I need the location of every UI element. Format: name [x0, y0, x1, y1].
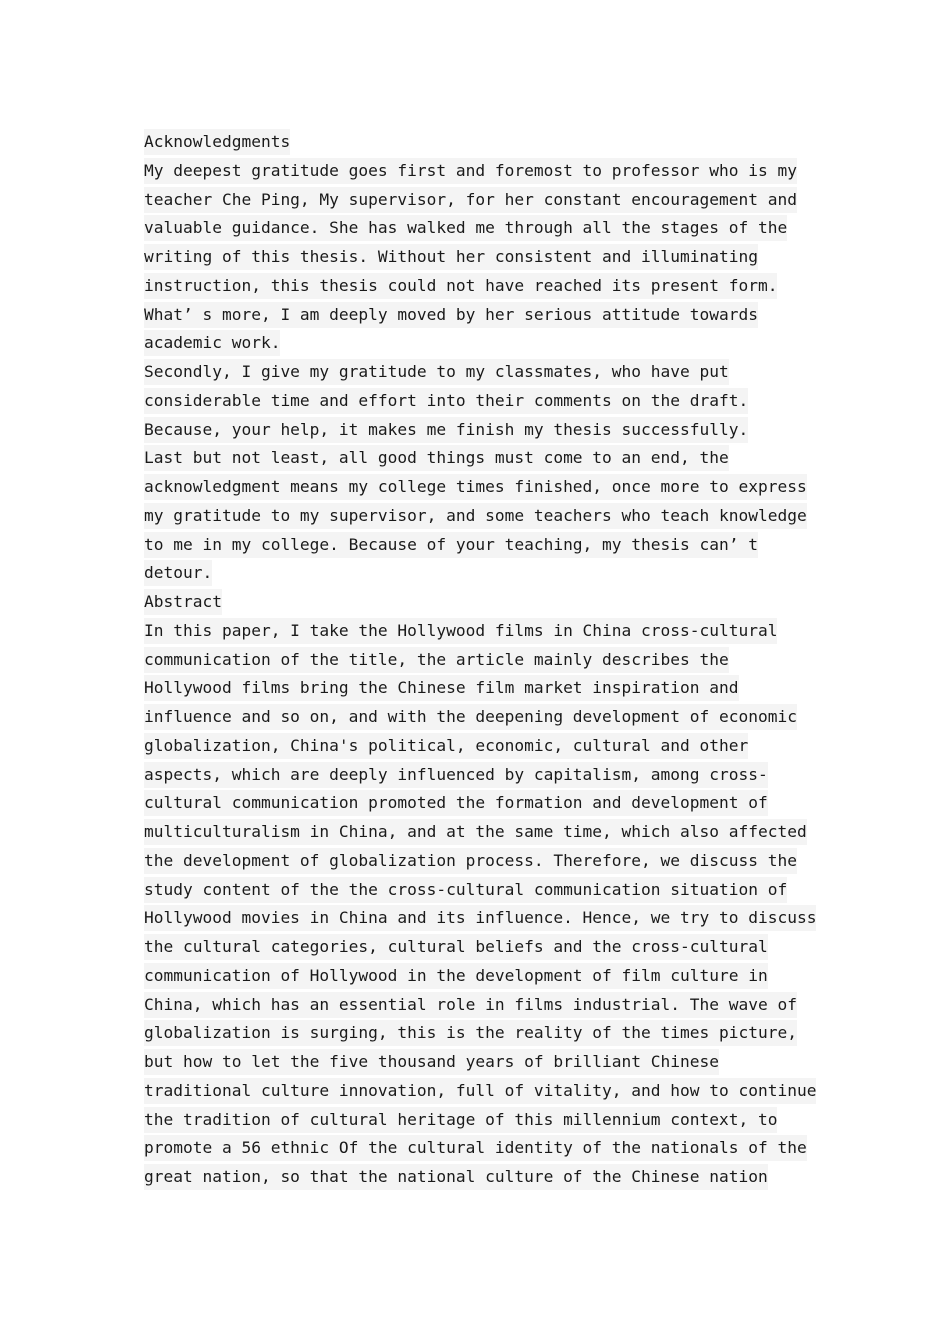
text-line: but how to let the five thousand years of brilliant Chinese [144, 1048, 824, 1077]
text-line: detour. [144, 559, 824, 588]
text-line: great nation, so that the national culture of the Chinese nation [144, 1163, 824, 1192]
text-line: valuable guidance. She has walked me through all the stages of the [144, 214, 824, 243]
text-line: Hollywood films bring the Chinese film market inspiration and [144, 674, 824, 703]
text-line: considerable time and effort into their comments on the draft. [144, 387, 824, 416]
text-line: acknowledgment means my college times finished, once more to express [144, 473, 824, 502]
text-line: my gratitude to my supervisor, and some teachers who teach knowledge [144, 502, 824, 531]
text-line: aspects, which are deeply influenced by capitalism, among cross- [144, 761, 824, 790]
text-line: In this paper, I take the Hollywood films in China cross-cultural [144, 617, 824, 646]
text-line: Because, your help, it makes me finish my thesis successfully. [144, 416, 824, 445]
text-line: cultural communication promoted the formation and development of [144, 789, 824, 818]
text-line: the cultural categories, cultural beliefs and the cross-cultural [144, 933, 824, 962]
text-line: study content of the the cross-cultural communication situation of [144, 876, 824, 905]
text-line: writing of this thesis. Without her consistent and illuminating [144, 243, 824, 272]
heading-abstract: Abstract [144, 588, 824, 617]
text-line: the development of globalization process. Therefore, we discuss the [144, 847, 824, 876]
text-line: traditional culture innovation, full of vitality, and how to continue [144, 1077, 824, 1106]
text-line: communication of the title, the article mainly describes the [144, 646, 824, 675]
text-line: Hollywood movies in China and its influence. Hence, we try to discuss [144, 904, 824, 933]
text-line: My deepest gratitude goes first and foremost to professor who is my [144, 157, 824, 186]
text-line: China, which has an essential role in films industrial. The wave of [144, 991, 824, 1020]
text-line: communication of Hollywood in the development of film culture in [144, 962, 824, 991]
text-line: teacher Che Ping, My supervisor, for her constant encouragement and [144, 186, 824, 215]
text-line: instruction, this thesis could not have reached its present form. [144, 272, 824, 301]
text-line: to me in my college. Because of your teaching, my thesis can’ t [144, 531, 824, 560]
text-line: influence and so on, and with the deepening development of economic [144, 703, 824, 732]
text-line: globalization, China's political, economic, cultural and other [144, 732, 824, 761]
text-line: promote a 56 ethnic Of the cultural identity of the nationals of the [144, 1134, 824, 1163]
text-line: globalization is surging, this is the reality of the times picture, [144, 1019, 824, 1048]
document-text [144, 128, 824, 1192]
heading-acknowledgments: Acknowledgments [144, 128, 824, 157]
text-line: What’ s more, I am deeply moved by her serious attitude towards [144, 301, 824, 330]
text-line: Last but not least, all good things must come to an end, the [144, 444, 824, 473]
text-line: academic work. [144, 329, 824, 358]
text-line: the tradition of cultural heritage of this millennium context, to [144, 1106, 824, 1135]
text-line: multiculturalism in China, and at the same time, which also affected [144, 818, 824, 847]
text-line: Secondly, I give my gratitude to my classmates, who have put [144, 358, 824, 387]
